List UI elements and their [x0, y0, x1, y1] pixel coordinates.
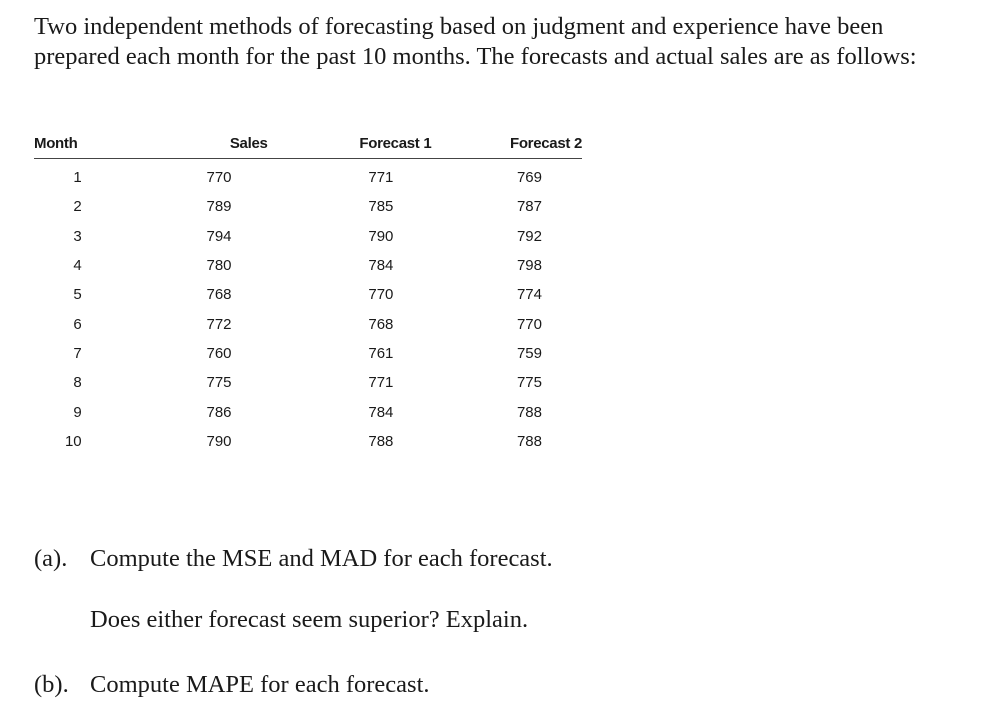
table-row [34, 339, 582, 368]
cell-sales: 794 [206, 227, 232, 245]
header-month: Month [34, 128, 106, 159]
table-body [34, 159, 582, 456]
question-b [34, 671, 430, 699]
cell-forecast-1: 790 [368, 227, 394, 245]
cell-sales: 760 [206, 344, 232, 362]
table-row [34, 397, 582, 426]
cell-month: 4 [73, 257, 82, 275]
cell-forecast-1: 785 [368, 198, 394, 216]
cell-month: 9 [73, 403, 82, 421]
question-a-followup: Does either forecast seem superior? Explain. [90, 606, 529, 633]
cell-sales: 772 [206, 315, 232, 333]
question-a [34, 545, 553, 573]
question-a-label: (a). [34, 545, 68, 572]
table-row [34, 159, 582, 193]
cell-forecast-1: 784 [368, 403, 394, 421]
cell-forecast-2: 787 [516, 198, 542, 216]
table-row [34, 368, 582, 397]
cell-forecast-1: 771 [368, 169, 394, 187]
forecast-table [34, 128, 582, 456]
table-row [34, 251, 582, 280]
cell-forecast-2: 798 [516, 257, 542, 275]
cell-forecast-1: 788 [368, 432, 394, 450]
cell-month: 1 [73, 169, 82, 187]
table-row [34, 427, 582, 456]
cell-forecast-2: 792 [516, 227, 542, 245]
cell-month: 10 [64, 432, 82, 450]
cell-forecast-2: 775 [516, 374, 542, 392]
cell-forecast-2: 774 [516, 286, 542, 304]
question-b-text: Compute MAPE for each forecast. [90, 671, 430, 698]
table-row [34, 192, 582, 221]
cell-month: 3 [73, 227, 82, 245]
cell-month: 5 [73, 286, 82, 304]
cell-month: 8 [73, 374, 82, 392]
cell-forecast-2: 759 [516, 344, 542, 362]
cell-month: 6 [73, 315, 82, 333]
cell-month: 2 [73, 198, 82, 216]
cell-sales: 770 [206, 169, 232, 187]
question-b-label: (b). [34, 671, 69, 698]
cell-sales: 789 [206, 198, 232, 216]
question-a-text: Compute the MSE and MAD for each forecast. [90, 545, 553, 572]
cell-forecast-1: 768 [368, 315, 394, 333]
cell-month: 7 [73, 344, 82, 362]
header-forecast-2: Forecast 2 [431, 128, 582, 159]
cell-sales: 780 [206, 257, 232, 275]
cell-sales: 786 [206, 403, 232, 421]
table-row [34, 309, 582, 338]
cell-forecast-2: 788 [516, 403, 542, 421]
cell-forecast-1: 784 [368, 257, 394, 275]
cell-forecast-2: 770 [516, 315, 542, 333]
table-row [34, 280, 582, 309]
table-header-row [34, 128, 582, 159]
cell-forecast-1: 770 [368, 286, 394, 304]
cell-forecast-2: 769 [516, 169, 542, 187]
header-forecast-1: Forecast 1 [268, 128, 432, 159]
table-row [34, 222, 582, 251]
cell-sales: 790 [206, 432, 232, 450]
cell-sales: 775 [206, 374, 232, 392]
header-sales: Sales [106, 128, 268, 159]
intro-paragraph: Two independent methods of forecasting based on judgment and experience have been prepared each month for the past 10 months. The forecasts and actual sales are as follows: [34, 13, 917, 70]
cell-forecast-1: 771 [368, 374, 394, 392]
cell-forecast-1: 761 [368, 344, 394, 362]
cell-forecast-2: 788 [516, 432, 542, 450]
cell-sales: 768 [206, 286, 232, 304]
